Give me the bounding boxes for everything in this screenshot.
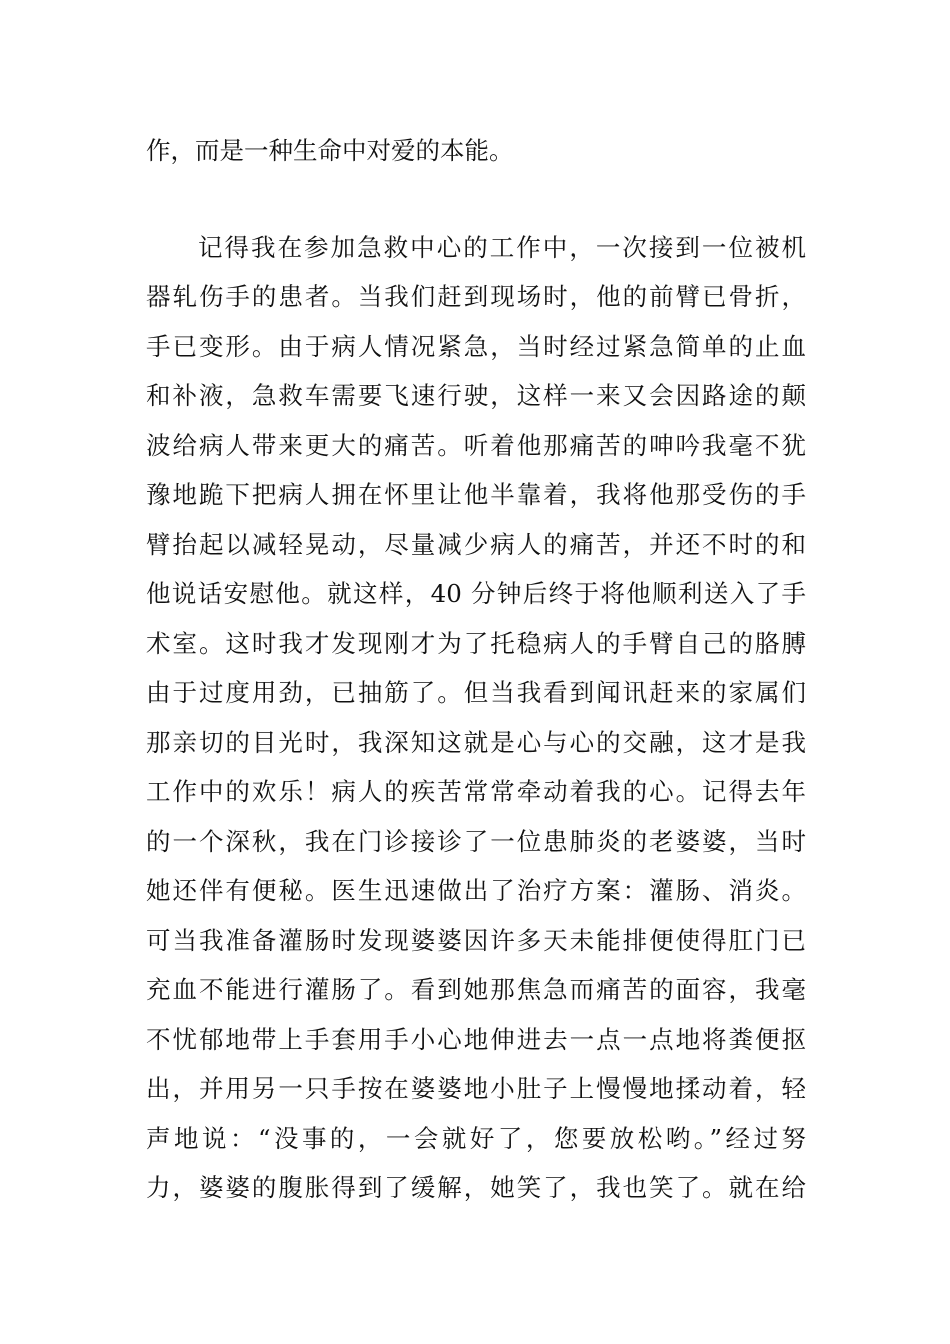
paragraph-2-line-8: 他说话安慰他。就这样，40 分钟后终于将他顺利送入了手: [146, 579, 806, 608]
paragraph-2-line-6: 豫地跪下把病人拥在怀里让他半靠着，我将他那受伤的手: [146, 480, 806, 509]
paragraph-2-line-4: 和补液，急救车需要飞速行驶，这样一来又会因路途的颠: [146, 381, 806, 410]
paragraph-2-line-2: 器轧伤手的患者。当我们赶到现场时，他的前臂已骨折，: [146, 282, 806, 311]
paragraph-2-line-18: 出，并用另一只手按在婆婆地小肚子上慢慢地揉动着，轻: [146, 1074, 806, 1103]
paragraph-2-line-16: 充血不能进行灌肠了。看到她那焦急而痛苦的面容，我毫: [146, 975, 806, 1004]
paragraph-2-line-17: 不忧郁地带上手套用手小心地伸进去一点一点地将粪便抠: [146, 1025, 806, 1054]
paragraph-2-line-5: 波给病人带来更大的痛苦。听着他那痛苦的呻吟我毫不犹: [146, 431, 806, 460]
paragraph-2-line-14: 她还伴有便秘。医生迅速做出了治疗方案：灌肠、消炎。: [146, 876, 806, 905]
paragraph-2-line-12: 工作中的欢乐！病人的疾苦常常牵动着我的心。记得去年: [146, 777, 806, 806]
paragraph-2-line-15: 可当我准备灌肠时发现婆婆因许多天未能排便使得肛门已: [146, 926, 806, 955]
paragraph-2-line-20: 力，婆婆的腹胀得到了缓解，她笑了，我也笑了。就在给: [146, 1173, 806, 1202]
paragraph-2-line-11: 那亲切的目光时，我深知这就是心与心的交融，这才是我: [146, 728, 806, 757]
paragraph-2-line-1: 记得我在参加急救中心的工作中，一次接到一位被机: [198, 233, 806, 262]
paragraph-2-line-9: 术室。这时我才发现刚才为了托稳病人的手臂自己的胳膊: [146, 629, 806, 658]
paragraph-2-line-3: 手已变形。由于病人情况紧急，当时经过紧急简单的止血: [146, 332, 806, 361]
paragraph-2-line-10: 由于过度用劲，已抽筋了。但当我看到闻讯赶来的家属们: [146, 678, 806, 707]
paragraph-2-line-13: 的一个深秋，我在门诊接诊了一位患肺炎的老婆婆，当时: [146, 827, 806, 856]
paragraph-2-line-19: 声地说：“没事的，一会就好了，您要放松哟。”经过努: [146, 1124, 806, 1153]
paragraph-1-line-1: 作，而是一种生命中对爱的本能。: [146, 136, 514, 165]
paragraph-2-line-7: 臂抬起以减轻晃动，尽量减少病人的痛苦，并还不时的和: [146, 530, 806, 559]
